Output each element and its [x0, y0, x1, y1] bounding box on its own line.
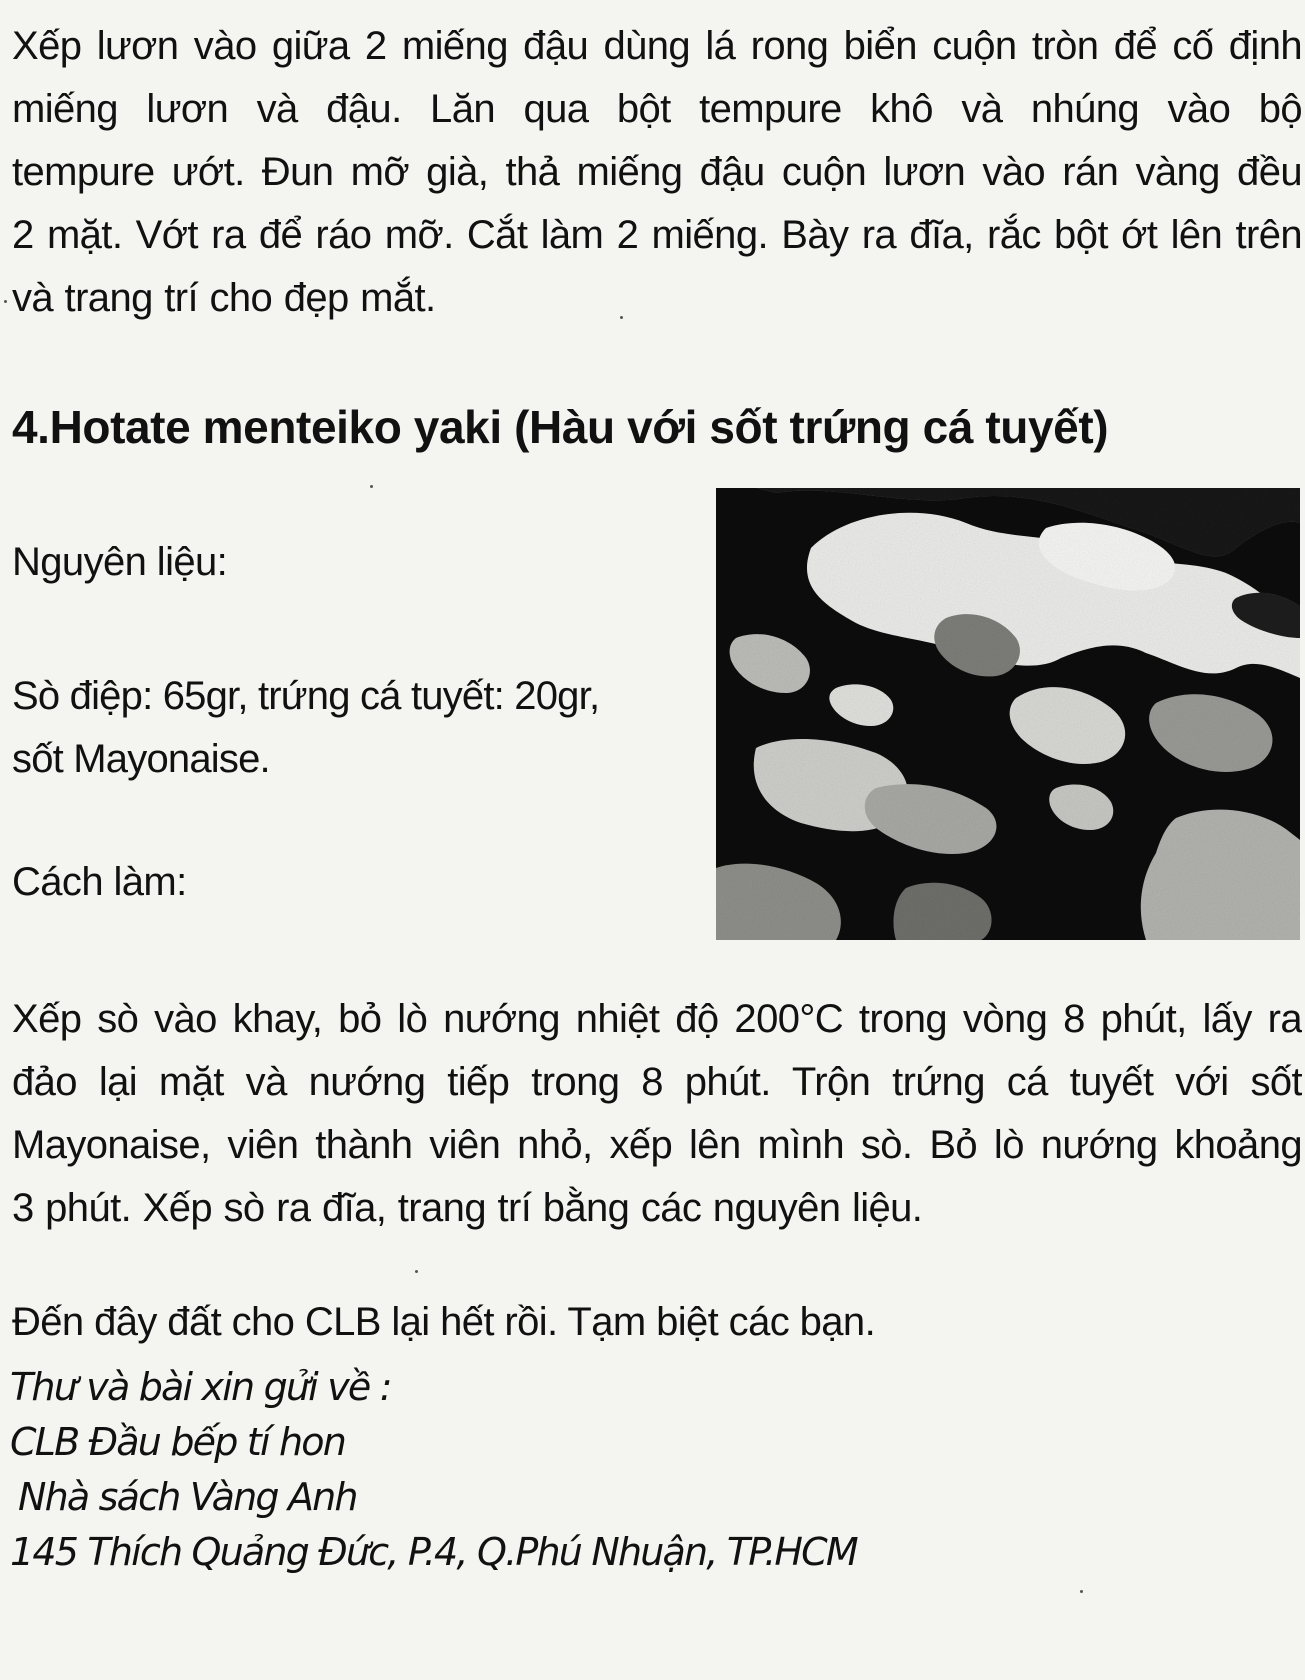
intro-line: 2 mặt. Vớt ra để ráo mỡ. Cắt làm 2 miếng. Bày ra đĩa, rắc bột ớt lên trên [12, 213, 1302, 257]
print-speck [4, 300, 7, 303]
contact-bookstore: Nhà sách Vàng Anh [18, 1475, 357, 1519]
ingredients-line: Sò điệp: 65gr, trứng cá tuyết: 20gr, [12, 674, 600, 718]
method-line: 3 phút. Xếp sò ra đĩa, trang trí bằng các nguyên liệu. [12, 1186, 923, 1230]
intro-line: tempure ướt. Đun mỡ già, thả miếng đậu cuộn lươn vào rán vàng đều [12, 150, 1302, 194]
print-speck [620, 316, 623, 319]
intro-line: và trang trí cho đẹp mắt. [12, 276, 436, 320]
closing-line: Đến đây đất cho CLB lại hết rồi. Tạm biệt các bạn. [12, 1300, 876, 1344]
intro-paragraph [12, 15, 1302, 330]
method-line: Mayonaise, viên thành viên nhỏ, xếp lên mình sò. Bỏ lò nướng khoảng [12, 1123, 1302, 1167]
recipe-title: 4.Hotate menteiko yaki (Hàu với sốt trứng cá tuyết) [12, 401, 1109, 453]
ingredients-text [12, 665, 599, 791]
ingredients-line: sốt Mayonaise. [12, 737, 270, 781]
ingredients-label: Nguyên liệu: [12, 540, 228, 584]
intro-line: Xếp lươn vào giữa 2 miếng đậu dùng lá rong biển cuộn tròn để cố định [12, 24, 1302, 68]
contact-intro: Thư và bài xin gửi về : [10, 1365, 391, 1409]
method-label: Cách làm: [12, 860, 187, 904]
print-speck [415, 1270, 418, 1273]
contact-block [10, 1360, 857, 1580]
contact-address: 145 Thích Quảng Đức, P.4, Q.Phú Nhuận, TP.HCM [10, 1530, 857, 1574]
print-speck [370, 485, 373, 488]
print-speck [1080, 1590, 1083, 1593]
method-line: Xếp sò vào khay, bỏ lò nướng nhiệt độ 200°C trong vòng 8 phút, lấy ra [12, 997, 1302, 1041]
dish-photo-icon [716, 488, 1300, 940]
contact-club: CLB Đầu bếp tí hon [10, 1420, 346, 1464]
intro-line: miếng lươn và đậu. Lăn qua bột tempure khô và nhúng vào bộ [12, 87, 1302, 131]
method-paragraph [12, 988, 1302, 1240]
method-line: đảo lại mặt và nướng tiếp trong 8 phút. Trộn trứng cá tuyết với sốt [12, 1060, 1302, 1104]
dish-photo-graphic [716, 488, 1300, 940]
